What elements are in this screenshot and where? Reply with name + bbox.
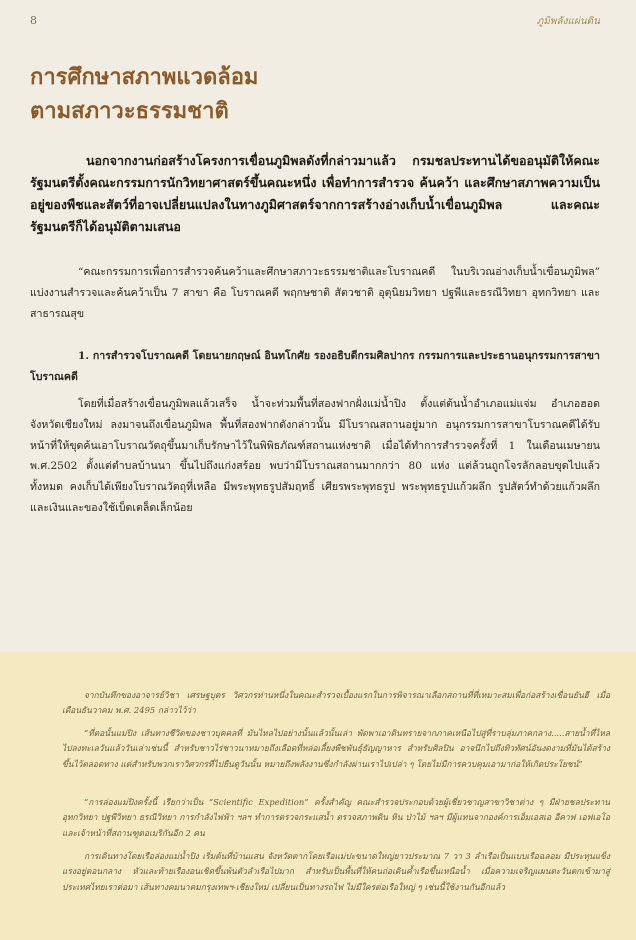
running-header: ภูมิพลังแผ่นดิน [536,16,600,27]
note-paragraph-2: “ที่ตอนั้นแม่ปิง เส้นทางชีวิตของชาวบุคคลที่ มันไหลไปอย่างนั้นแล้วนั้นเล่า พัดพาเอาดินทรายจากภาคเหนือไปสู่ที่ราบลุ่มภาคกลาง.....สายน้ำที่ไหลไปลงทะเลวันแล้ววันเล่าเช่นนี้ สำหรับชาวไร่ชาวนาหมายถึงเลือดที่หล่อเลี้ยงพืชพันธุ์ธัญญาหาร สำหรับศิลปิน อาจนึกไปถึงทิวทัศน์อันงดงามที่มันได้สร้างขึ้นไว้ตลอดทาง แต่สำหรับพวกเราวิศวกรที่ไปยืนดูวันนั้น หมายถึงพลังงานซึ่งกำลังผ่านเราไปเปล่า ๆ โดยไม่มีการควบคุมเอามาก่อให้เกิดประโยชน์” [62,728,610,769]
note-paragraph-3: “การล่องแม่ปิงครั้งนี้ เรียกว่าเป็น “Scientific Expedition” ครั้งสำคัญ คณะสำรวจประกอบด้วยผู้เชี่ยวชาญสาขาวิชาต่าง ๆ มีฝ่ายชลประทาน อุทกวิทยา ปฐพีวิทยา ธรณีวิทยา การกำลังไฟฟ้า ฯลฯ ทำการตรวจกระแสน้ำ ตรวจสภาพดิน หิน ป่าไม้ ฯลฯ มีผู้แทนจากองค์การเอ็มเอสเอ อีคาฟ เอฟเอโอ และเจ้าหน้าที่สถานฑูตอเมริกันอีก 2 คน [62,797,610,838]
lead-paragraph: นอกจากงานก่อสร้างโครงการเขื่อนภูมิพลดังที่กล่าวมาแล้ว กรมชลประทานได้ขออนุมัติให้คณะรัฐมนตรีตั้งคณะกรรมการนักวิทยาศาสตร์ขึ้นคณะหนึ่ง เพื่อทำการสำรวจ ค้นคว้า และศึกษาสภาพความเป็นอยู่ของพืชและสัตว์ที่อาจเปลี่ยนแปลงในทางภูมิศาสตร์จากการสร้างอ่างเก็บน้ำเขื่อนภูมิพล และคณะรัฐมนตรีก็ได้อนุมัติตามเสนอ [30,153,600,234]
title-line-2: ตามสภาวะธรรมชาติ [30,98,229,124]
note-paragraph-1: จากบันทึกของอาจารย์วิชา เศรษฐบุตร วิศวกรท่านหนึ่งในคณะสำรวจเบื้องแรกในการพิจารณาเลือกสถานที่ที่เหมาะสมเพื่อก่อสร้างเขื่อนยันฮี เมื่อเดือนธันวาคม พ.ศ. 2495 กล่าวไว้ว่า [62,690,610,716]
title-line-1: การศึกษาสภาพแวดล้อม [30,64,259,90]
note-paragraph-4: การเดินทางโดยเรือล่องแม่น้ำปิง เริ่มต้นที่บ้านแสน จังหวัดตากโดยเรือแม่ปะขนาดใหญ่ยาวประมาณ 7 วา 3 ลำเรือเป็นแบบเรือฉลอม มีประทุนแข็งแรงอยู่ตอนกลาง หัวและท้ายเรืองอนเชิดขึ้นพ้นตัวลำเรือไปมาก สำหรับเป็นพื้นที่ให้คนถ่อเดินค้ำเรือขึ้นเหนือน้ำ เมื่อความเจริญแผนตะวันตกเข้ามาสู่ประเทศไทยเราต่อมา เส้นทางคมนาคมกรุงเทพฯ-เชียงใหม่ เปลี่ยนเป็นทางรถไฟ ไม่มีใครต่อเรือใหญ่ ๆ เช่นนี้ใช้งานกันอีกแล้ว [62,851,610,892]
section-heading-archaeology: 1. การสำรวจโบราณคดี โดยนายกฤษณ์ อินทโกศัย รองอธิบดีกรมศิลปากร กรรมการและประธานอนุกรรมการสาขาโบราณคดี [30,350,600,383]
archaeology-paragraph: โดยที่เมื่อสร้างเขื่อนภูมิพลแล้วเสร็จ น้ำจะท่วมพื้นที่สองฟากฝั่งแม่น้ำปิง ตั้งแต่ต้นน้ำอำเภอแม่แจ่ม อำเภอฮอด จังหวัดเชียงใหม่ ลงมาจนถึงเขื่อนภูมิพล พื้นที่สองฟากดังกล่าวนั้น มีโบราณสถานอยู่มาก อนุกรรมการสาขาโบราณคดีได้รับหน้าที่ให้ขุดค้นเอาโบราณวัตถุขึ้นมาเก็บรักษาไว้ในพิพิธภัณฑ์สถานแห่งชาติ เมื่อได้ทำการสำรวจครั้งที่ 1 ในเดือนเมษายน พ.ศ.2502 ตั้งแต่ตำบลบ้านนา ขึ้นไปถึงแก่งสร้อย พบว่ามีโบราณสถานมากกว่า 80 แห่ง แต่ล้วนถูกโจรลักลอบขุดไปแล้วทั้งหมด คงเก็บได้เพียงโบราณวัตถุที่เหลือ มีพระพุทธรูปสัมฤทธิ์ เศียรพระพุทธรูป พระพุทธรูปแก้วผลึก รูปสัตว์ทำด้วยแก้วผลึกและเงินและของใช้เบ็ดเตล็ดเล็กน้อย [30,398,600,514]
committee-paragraph: “คณะกรรมการเพื่อการสำรวจค้นคว้าและศึกษาสภาวะธรรมชาติและโบราณคดี ในบริเวณอ่างเก็บน้ำเขื่อนภูมิพล” แบ่งงานสำรวจและค้นคว้าเป็น 7 สาขา คือ โบราณคดี พฤกษชาติ สัตวชาติ อุตุนิยมวิทยา ปฐพีและธรณีวิทยา อุทกวิทยา และสาธารณสุข [30,266,600,320]
page-number: 8 [30,14,37,27]
page-title [30,60,258,128]
